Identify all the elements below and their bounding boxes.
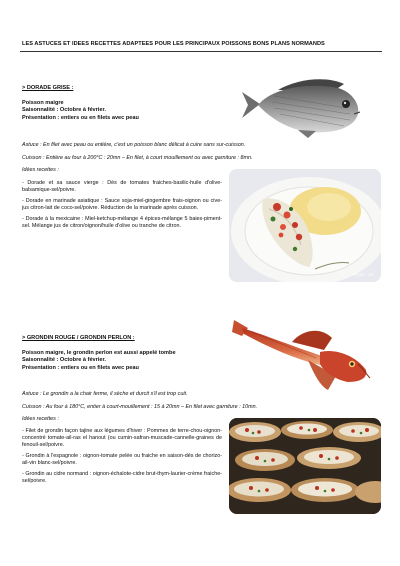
- fact-presentation: Présentation : entiers ou en filets avec peau: [22, 114, 139, 121]
- fact-presentation: Présentation : entiers ou en filets avec peau: [22, 364, 139, 371]
- fact-season: Saisonnalité : Octobre à février.: [22, 107, 106, 114]
- recipe-item: - Dorade en marinade asiatique : Sauce soja-miel-gingembre frais-oignon ou cive-jus citron-lait de coco-sel/poivre. Réduction de la marinade après cuisson.: [22, 198, 222, 211]
- recipe-item: - Grondin à l'espagnole : oignon-tomate pelée ou fraiche en saison-dés de chorizo-ail-vin blanc-sel/poivre.: [22, 453, 222, 466]
- dorade-recipes: [22, 180, 222, 234]
- grondin-cuisson: Cuisson : Au four à 180°C, entier à court-mouillement : 15 à 20mn – En filet avec garniture : 10mn.: [22, 404, 258, 410]
- recipe-item: - Filet de grondin façon tajine aux légumes d'hiver : Pommes de terre-chou-oignon-concentré tomate-ail-ras el hanout (ou cumin-safran-muscade-cannelle-graines de fenouil-sel/poivre.: [22, 428, 222, 448]
- dorade-idees-label: Idées recettes :: [22, 167, 59, 173]
- dorade-dish-photo: [229, 169, 381, 282]
- grondin-astuce: Astuce : Le grondin a la chair ferme, il sèche et durcit s'il est trop cuit.: [22, 391, 188, 397]
- fact-type: Poisson maigre: [22, 100, 64, 106]
- dorade-facts: [22, 100, 139, 122]
- dorade-fish-image: [238, 74, 362, 140]
- fact-season: Saisonnalité : Octobre à février.: [22, 357, 106, 364]
- page-title: LES ASTUCES ET IDEES RECETTES ADAPTEES POUR LES PRINCIPAUX POISSONS BONS PLANS NORMANDS: [22, 41, 325, 47]
- fact-type: Poisson maigre, le grondin perlon est aussi appelé tombe: [22, 350, 176, 356]
- dorade-cuisson: Cuisson : Entière au four à 200°C : 20mn – En filet, à court mouillement ou avec garniture : 8mn.: [22, 155, 253, 161]
- section-title-grondin: > GRONDIN ROUGE / GRONDIN PERLON :: [22, 335, 135, 341]
- recipe-item: - Dorade à la mexicaine : Miel-ketchup-mélange 4 épices-mélange 5 baies-piment-sel. Mélange jus de citron/oignon/huile d'olive ou tranche de citron.: [22, 216, 222, 229]
- grondin-idees-label: Idées recettes :: [22, 416, 59, 422]
- grondin-recipes: [22, 428, 222, 489]
- dorade-astuce: Astuce : En filet avec peau ou entière, c'est un poisson blanc délicat à cuire sans sur-cuisson.: [22, 142, 246, 148]
- recipe-item: - Dorade et sa sauce vierge : Dès de tomates fraiches-basilic-huile d'olive-balsamique-sel/poivre.: [22, 180, 222, 193]
- header-divider: [20, 51, 382, 52]
- photo-caption: Photo : lul: [352, 272, 373, 277]
- section-title-dorade: > DORADE GRISE :: [22, 85, 74, 91]
- grondin-fish-image: [232, 316, 372, 392]
- recipe-item: - Grondin au cidre normand : oignon-échalote-cidre brut-thym-laurier-crème fraiche-sel/poivre.: [22, 471, 222, 484]
- grondin-facts: [22, 350, 176, 372]
- grondin-dish-photo: [229, 418, 381, 514]
